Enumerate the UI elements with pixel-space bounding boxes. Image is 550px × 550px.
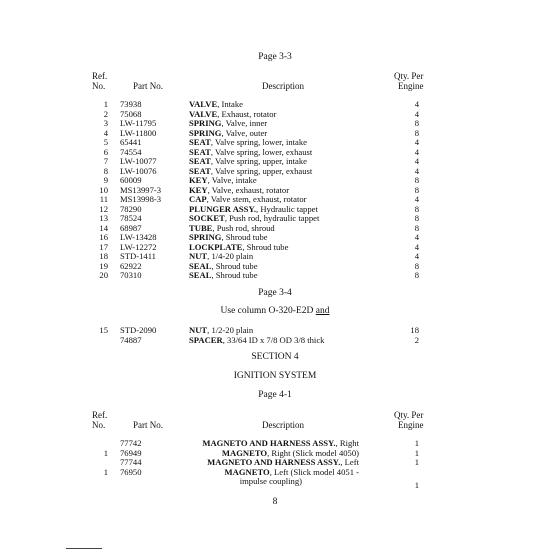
- item-detail: , Push rod, shroud: [212, 222, 275, 233]
- description: [189, 242, 288, 252]
- qty: 8: [414, 184, 419, 195]
- qty: 1: [414, 480, 419, 490]
- item-name: VALVE: [189, 108, 218, 119]
- ref-no: 18: [99, 251, 108, 261]
- qty: 4: [414, 137, 419, 147]
- qty: 4: [414, 194, 419, 204]
- description: [189, 166, 312, 176]
- part-no: 73938: [120, 99, 142, 109]
- table-row: [0, 438, 550, 448]
- page-title-3-3: Page 3-3: [258, 52, 292, 62]
- part-no: LW-13428: [120, 232, 157, 242]
- description: [189, 137, 307, 147]
- table-row: [0, 242, 550, 252]
- table-row: [0, 270, 550, 280]
- table-row: [0, 325, 550, 335]
- item-detail: , Intake: [217, 99, 243, 109]
- table-row: [0, 156, 550, 166]
- description: [189, 251, 253, 261]
- item-name: SPRING: [189, 118, 222, 128]
- description: [189, 232, 268, 242]
- ref-no: 2: [103, 108, 108, 119]
- item-detail: , 1/4-20 plain: [207, 251, 254, 261]
- table-row: [0, 261, 550, 271]
- column-note-text: Use column O-320-E2D: [220, 306, 316, 316]
- description: [207, 457, 359, 467]
- item-detail: , Shroud tube: [242, 241, 289, 252]
- part-no: 60009: [120, 175, 142, 185]
- part-no: 78524: [120, 213, 142, 223]
- ref-no: 11: [99, 194, 108, 204]
- part-no: MS13997-3: [120, 184, 162, 195]
- description: [189, 261, 258, 271]
- table-row: [0, 204, 550, 214]
- description: [189, 156, 307, 166]
- part-no: LW-11795: [120, 118, 157, 128]
- item-detail: , Shroud tube: [221, 232, 268, 242]
- description: [222, 448, 359, 458]
- item-detail: , 1/2-20 plain: [207, 325, 254, 335]
- table-row: [0, 118, 550, 128]
- item-detail: , Valve stem, exhaust, rotator: [206, 194, 307, 204]
- ref-no: 15: [99, 325, 108, 335]
- ref-no: 4: [103, 127, 108, 138]
- item-detail: , Right (Slick model 4050): [267, 447, 359, 458]
- item-detail: , Valve, inner: [221, 118, 268, 128]
- item-name: SPACER: [189, 334, 223, 345]
- item-name: SEAT: [189, 137, 211, 147]
- qty: 4: [414, 251, 419, 261]
- table-row: [0, 251, 550, 261]
- description: [240, 476, 302, 486]
- description: [189, 194, 307, 204]
- item-detail: , Hydraulic tappet: [256, 203, 318, 214]
- ref-no: 1: [103, 99, 108, 109]
- table-row: [0, 476, 550, 490]
- qty: 8: [414, 222, 419, 233]
- item-detail: , Exhaust, rotator: [217, 108, 277, 119]
- part-no: LW-11800: [120, 127, 157, 138]
- qty-header-line2: Engine: [398, 81, 424, 91]
- qty: 8: [414, 260, 419, 271]
- item-name: MAGNETO AND HARNESS ASSY.: [207, 457, 341, 467]
- description: [189, 175, 257, 185]
- description-header: Description: [262, 81, 304, 91]
- part-no-header: Part No.: [133, 81, 163, 91]
- qty: 8: [414, 127, 419, 138]
- item-detail: , Push rod, hydraulic tappet: [224, 213, 320, 223]
- ref-no: 3: [103, 118, 108, 128]
- qty: 8: [414, 118, 419, 128]
- item-name: PLUNGER ASSY.: [189, 203, 257, 214]
- qty: 4: [414, 241, 419, 252]
- table-row: [0, 223, 550, 233]
- item-detail: , Shroud tube: [211, 270, 258, 280]
- ref-no: 13: [99, 213, 108, 223]
- table-row: [0, 448, 550, 458]
- ref-no: 7: [103, 156, 108, 166]
- ref-header-line1: Ref.: [92, 71, 108, 81]
- qty: 18: [410, 325, 419, 335]
- table-row: [0, 467, 550, 477]
- ref-no: 10: [99, 184, 108, 195]
- qty: 4: [414, 232, 419, 242]
- ref-header-line2: No.: [92, 420, 106, 430]
- item-name: SEAT: [189, 156, 211, 166]
- table-row: [0, 457, 550, 467]
- qty-header-line1: Qty. Per: [394, 410, 424, 420]
- part-no: LW-12272: [120, 241, 157, 252]
- item-name: VALVE: [189, 99, 218, 109]
- item-name: TUBE: [189, 222, 213, 233]
- ref-no: 8: [103, 165, 108, 176]
- description: [202, 438, 359, 448]
- part-no: STD-1411: [120, 251, 156, 261]
- item-detail: , Valve spring, upper, exhaust: [210, 165, 313, 176]
- qty: 1: [414, 457, 419, 467]
- item-detail: , Left (Slick model 4051 -: [269, 466, 359, 477]
- qty: 4: [414, 146, 419, 157]
- qty-header-line2: Engine: [398, 420, 424, 430]
- description: [189, 109, 276, 119]
- part-no: 77744: [120, 457, 142, 467]
- section-subtitle: IGNITION SYSTEM: [233, 371, 317, 381]
- item-name: LOCKPLATE: [189, 241, 243, 252]
- item-name: NUT: [189, 251, 208, 261]
- table-row: [0, 166, 550, 176]
- item-name: MAGNETO AND HARNESS ASSY.: [202, 438, 336, 448]
- part-no: LW-10077: [120, 156, 157, 166]
- description: [189, 325, 253, 335]
- description: [189, 335, 324, 345]
- table-row: [0, 175, 550, 185]
- item-name: CAP: [189, 194, 207, 204]
- qty: 4: [414, 165, 419, 176]
- ref-no: 19: [99, 260, 108, 271]
- section-title: SECTION 4: [251, 352, 299, 362]
- item-detail: , Valve, intake: [207, 175, 257, 185]
- item-name: SPRING: [189, 127, 222, 138]
- item-name: SEAT: [189, 165, 211, 176]
- part-no: 70310: [120, 270, 142, 280]
- part-no: 77742: [120, 438, 142, 448]
- table-row: [0, 232, 550, 242]
- ref-no: 9: [103, 175, 108, 185]
- part-no: STD-2090: [120, 325, 157, 335]
- item-name: MAGNETO: [224, 466, 270, 477]
- table-row: [0, 109, 550, 119]
- part-no: 74887: [120, 334, 142, 345]
- table-row: [0, 137, 550, 147]
- item-detail: , 33/64 ID x 7/8 OD 3/8 thick: [222, 334, 325, 345]
- item-name: SOCKET: [189, 213, 225, 223]
- part-no: LW-10076: [120, 165, 157, 176]
- ref-no: 1: [103, 447, 108, 458]
- ref-no: 16: [99, 232, 108, 242]
- qty: 4: [414, 99, 419, 109]
- item-name: KEY: [189, 184, 208, 195]
- item-name: SEAL: [189, 260, 212, 271]
- description: [189, 223, 275, 233]
- qty: 2: [414, 334, 419, 345]
- ref-header-line1: Ref.: [92, 410, 108, 420]
- qty: 1: [414, 438, 419, 448]
- ref-no: 5: [103, 137, 108, 147]
- table-row: [0, 128, 550, 138]
- footer-rule: [66, 548, 102, 549]
- qty: 4: [414, 108, 419, 119]
- item-detail: , Valve spring, lower, intake: [210, 137, 307, 147]
- part-no: 74554: [120, 146, 142, 157]
- item-detail: , Right: [335, 438, 359, 448]
- item-detail: , Shroud tube: [211, 260, 258, 271]
- item-detail: , Valve, outer: [221, 127, 268, 138]
- qty: 8: [414, 203, 419, 214]
- description: [189, 128, 267, 138]
- qty: 8: [414, 213, 419, 223]
- part-no: 76950: [120, 466, 142, 477]
- description: [189, 118, 267, 128]
- ref-no: 1: [103, 466, 108, 477]
- ref-header-line2: No.: [92, 81, 106, 91]
- qty: 8: [414, 175, 419, 185]
- item-name: SPRING: [189, 232, 222, 242]
- description: [189, 204, 318, 214]
- column-note-and: and: [315, 306, 330, 316]
- item-name: MAGNETO: [221, 447, 268, 458]
- table-row: [0, 335, 550, 345]
- item-detail: , Left: [340, 457, 359, 467]
- item-detail: , Valve spring, lower, exhaust: [210, 146, 313, 157]
- ref-no: 12: [99, 203, 108, 214]
- table-row: [0, 194, 550, 204]
- ref-no: 14: [99, 222, 108, 233]
- description: [225, 467, 359, 477]
- part-no: 65441: [120, 137, 142, 147]
- qty: 4: [414, 156, 419, 166]
- qty-header-line1: Qty. Per: [394, 71, 424, 81]
- part-no: 68987: [120, 222, 142, 233]
- part-no: 62922: [120, 260, 142, 271]
- item-name: SEAT: [189, 146, 211, 157]
- column-note: [0, 306, 550, 316]
- qty: 8: [414, 270, 419, 280]
- item-name: NUT: [189, 325, 208, 335]
- table-row: [0, 147, 550, 157]
- description: [189, 185, 289, 195]
- table-row: [0, 99, 550, 109]
- description: [189, 270, 258, 280]
- item-detail: impulse coupling): [239, 476, 302, 486]
- part-no: 75068: [120, 108, 142, 119]
- item-detail: , Valve spring, upper, intake: [210, 156, 307, 166]
- item-name: SEAL: [189, 270, 212, 280]
- description: [189, 147, 312, 157]
- page-title-4-1: Page 4-1: [258, 390, 292, 400]
- description-header: Description: [262, 420, 304, 430]
- ref-no: 17: [99, 241, 108, 252]
- part-no: 76949: [120, 447, 142, 458]
- part-no: MS13998-3: [120, 194, 162, 204]
- ref-no: 20: [99, 270, 108, 280]
- page-title-3-4: Page 3-4: [258, 288, 292, 298]
- ref-no: 6: [103, 146, 108, 157]
- item-detail: , Valve, exhaust, rotator: [207, 184, 290, 195]
- item-name: KEY: [189, 175, 208, 185]
- table-row: [0, 185, 550, 195]
- description: [189, 213, 319, 223]
- qty: 1: [414, 447, 419, 458]
- description: [189, 99, 243, 109]
- part-no: 78290: [120, 203, 142, 214]
- page-number: 8: [272, 497, 278, 507]
- part-no-header: Part No.: [133, 420, 163, 430]
- table-row: [0, 213, 550, 223]
